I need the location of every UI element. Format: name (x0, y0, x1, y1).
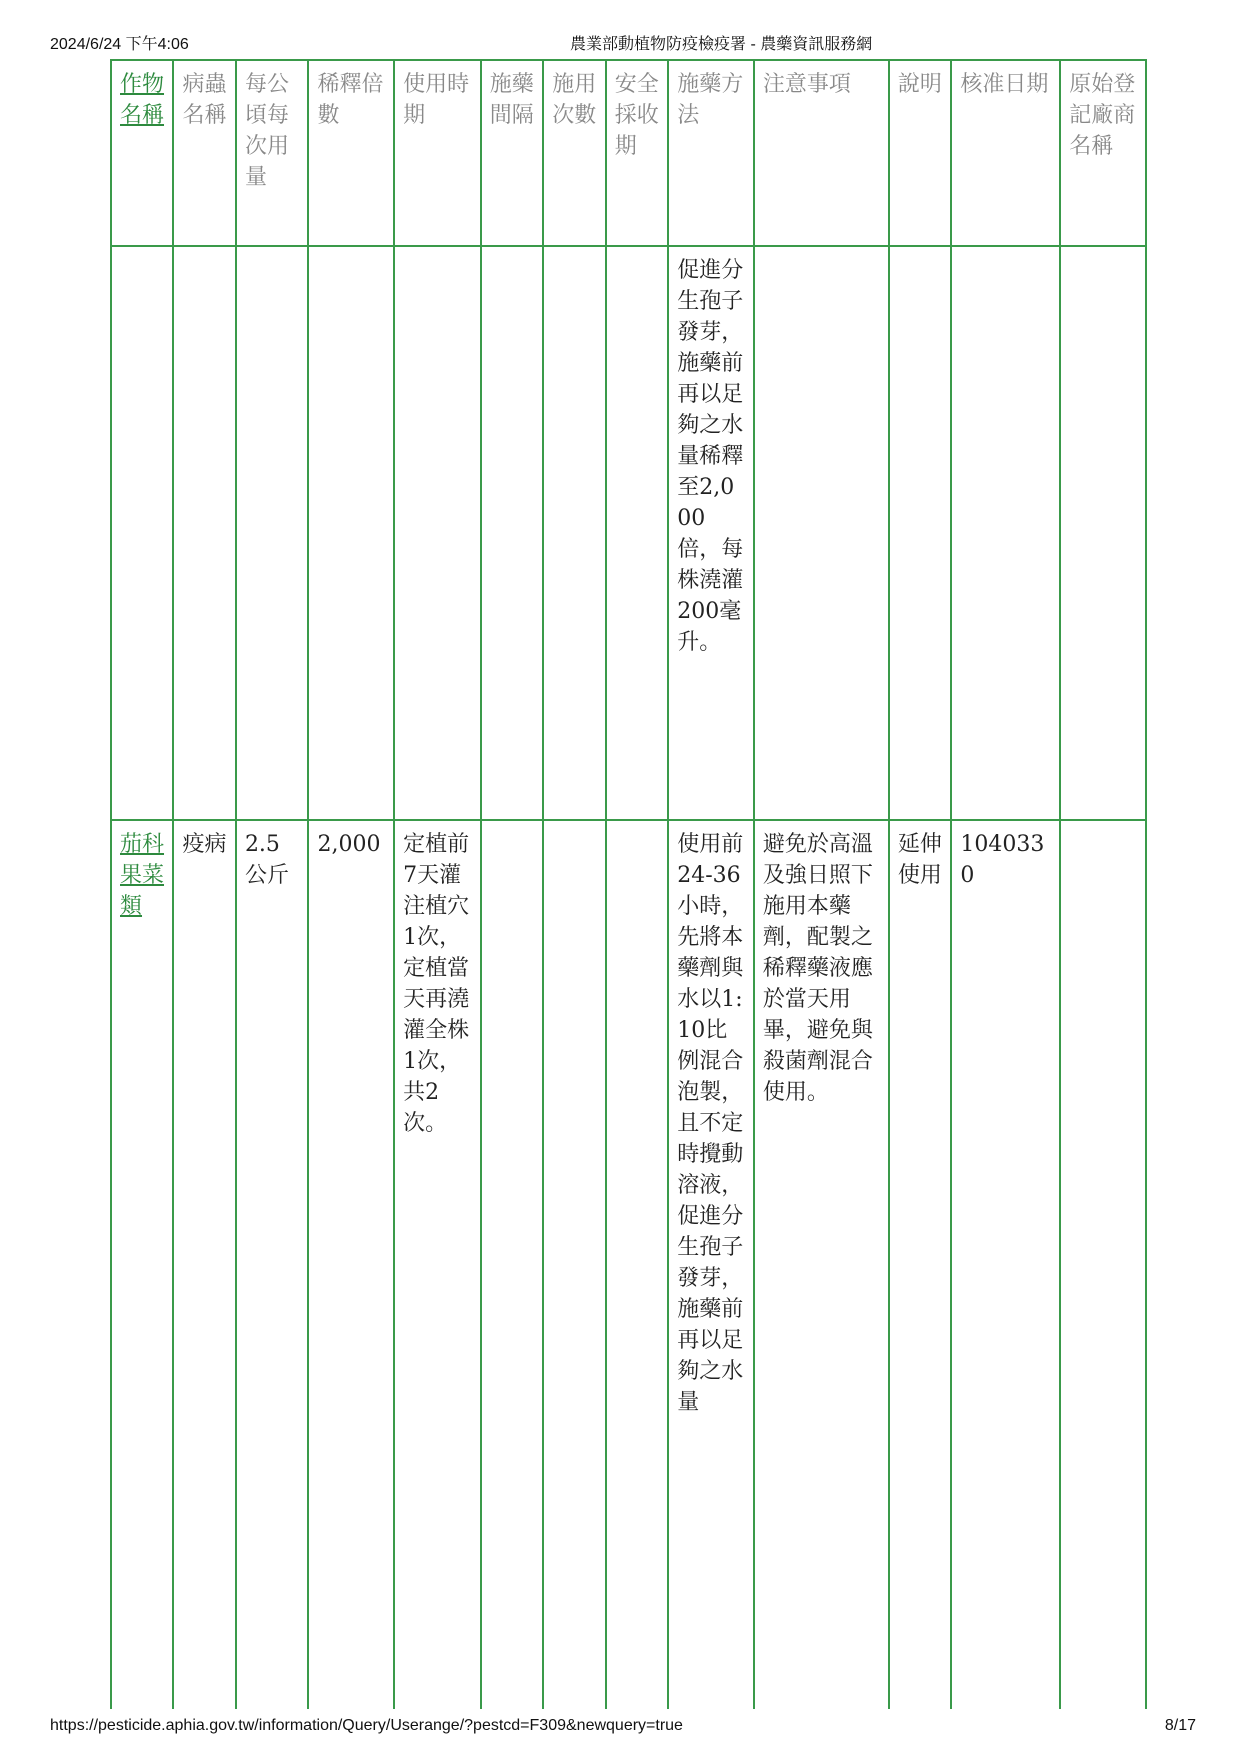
col-header-notes: 注意事項 (754, 60, 889, 246)
col-header-crop[interactable]: 作物名稱 (111, 60, 173, 246)
col-header-times: 施用次數 (543, 60, 605, 246)
col-header-method: 施藥方法 (668, 60, 754, 246)
cell-times (543, 246, 605, 820)
cell-crop (111, 246, 173, 820)
col-header-remark: 說明 (889, 60, 951, 246)
cell-timing (394, 246, 481, 820)
cell-times (543, 820, 605, 1709)
crop-link[interactable]: 茄科果菜類 (120, 832, 165, 919)
cell-remark: 延伸使用 (889, 820, 951, 1709)
cell-dilution (308, 246, 394, 820)
col-header-interval: 施藥間隔 (481, 60, 543, 246)
print-datetime: 2024/6/24 下午4:06 (50, 36, 189, 53)
usage-table (110, 59, 1147, 1709)
cell-method: 使用前24-36小時，先將本藥劑與水以1:10比例混合泡製，且不定時攪動溶液，促進分生孢子發芽，施藥前再以足夠之水量 (668, 820, 754, 1709)
page-title: 農業部動植物防疫檢疫署 - 農藥資訊服務網 (570, 36, 873, 53)
cell-pest (173, 246, 235, 820)
cell-dose (236, 246, 309, 820)
print-header (50, 31, 1196, 53)
cell-crop (111, 820, 173, 1709)
cell-notes (754, 246, 889, 820)
cell-registrant (1060, 820, 1146, 1709)
col-header-pest: 病蟲名稱 (173, 60, 235, 246)
cell-timing: 定植前7天灌注植穴1次，定植當天再澆灌全株1次，共2次。 (394, 820, 481, 1709)
cell-phi (606, 820, 668, 1709)
cell-approved (951, 246, 1060, 820)
page-number: 8/17 (1164, 1717, 1196, 1734)
col-header-approved: 核准日期 (951, 60, 1060, 246)
cell-approved: 1040330 (951, 820, 1060, 1709)
cell-method: 促進分生孢子發芽，施藥前再以足夠之水量稀釋至2,000倍，每株澆灌200毫升。 (668, 246, 754, 820)
usage-table-wrapper (110, 59, 1147, 1709)
col-header-dose: 每公頃每次用量 (236, 60, 309, 246)
cell-interval (481, 246, 543, 820)
cell-interval (481, 820, 543, 1709)
print-footer (50, 1717, 1196, 1739)
cell-dilution: 2,000 (308, 820, 394, 1709)
col-header-phi: 安全採收期 (606, 60, 668, 246)
cell-registrant (1060, 246, 1146, 820)
cell-notes: 避免於高溫及強日照下施用本藥劑，配製之稀釋藥液應於當天用畢，避免與殺菌劑混合使用。 (754, 820, 889, 1709)
table-row-continued (111, 246, 1146, 820)
cell-dose: 2.5公斤 (236, 820, 309, 1709)
cell-phi (606, 246, 668, 820)
cell-remark (889, 246, 951, 820)
col-header-timing: 使用時期 (394, 60, 481, 246)
table-row (111, 820, 1146, 1709)
col-header-dilution: 稀釋倍數 (308, 60, 394, 246)
page-url: https://pesticide.aphia.gov.tw/information/Query/Userange/?pestcd=F309&newquery=true (50, 1717, 683, 1734)
cell-pest: 疫病 (173, 820, 235, 1709)
table-header-row (111, 60, 1146, 246)
col-header-registrant: 原始登記廠商名稱 (1060, 60, 1146, 246)
